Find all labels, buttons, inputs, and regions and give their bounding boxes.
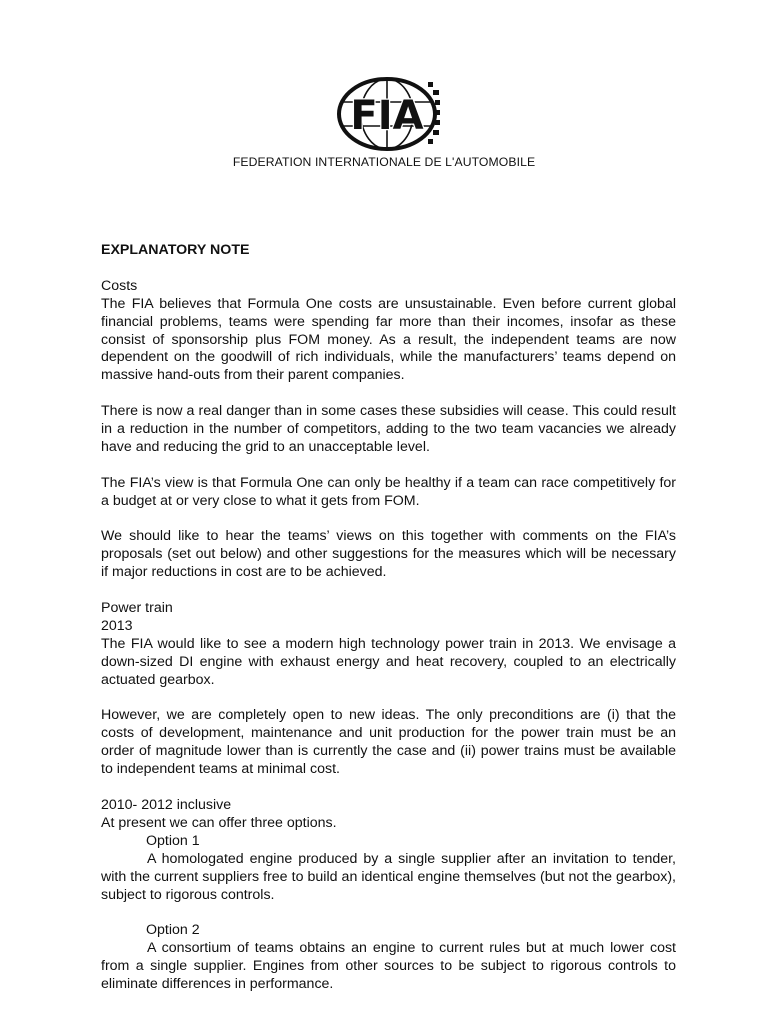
costs-paragraph-1: The FIA believes that Formula One costs are unsustainable. Even before current global financial problems, teams were spending far more than their incomes, insofar as these consist of sponsorship plus FOM money. As a result, the independent teams are now dependent on the goodwill of rich individuals, while the manufacturers’ teams depend on massive hand-outs from their parent companies.	[101, 295, 676, 384]
option-1-label: Option 1	[146, 832, 200, 849]
power-train-paragraph-1: The FIA would like to see a modern high technology power train in 2013. We envisage a down-sized DI engine with exhaust energy and heat recovery, coupled to an electrically actuated gearbox.	[101, 635, 676, 688]
document-title: EXPLANATORY NOTE	[101, 242, 250, 258]
fia-logo	[334, 76, 440, 152]
option-1-text: A homologated engine produced by a single supplier after an invitation to tender, with the current suppliers free to build an identical engine themselves (but not the gearbox), subject to rigorous controls.	[101, 850, 676, 903]
costs-paragraph-4: We should like to hear the teams’ views on this together with comments on the FIA’s proposals (set out below) and other suggestions for the measures which will be necessary if major reductions in cost are to be achieved.	[101, 528, 676, 581]
costs-paragraph-2: There is now a real danger than in some cases these subsidies will cease. This could result in a reduction in the number of competitors, adding to the two team vacancies we already have and reducing the grid to an unacceptable level.	[101, 403, 676, 455]
options-intro: At present we can offer three options.	[101, 814, 337, 831]
option-2-label: Option 2	[146, 922, 200, 939]
power-train-year-2013: 2013	[101, 617, 133, 634]
document-body	[101, 242, 676, 994]
fia-logo-text: FIA	[350, 93, 424, 139]
range-heading: 2010- 2012 inclusive	[101, 796, 232, 813]
organization-name: FEDERATION INTERNATIONALE DE L'AUTOMOBILE	[232, 155, 536, 169]
costs-heading: Costs	[101, 277, 138, 294]
option-2-text: A consortium of teams obtains an engine to current rules but at much lower cost from a single supplier. Engines from other sources to be subject to rigorous controls to eliminate differences in performance.	[101, 940, 676, 993]
costs-paragraph-3: The FIA’s view is that Formula One can only be healthy if a team can race competitively for a budget at or very close to what it gets from FOM.	[101, 474, 676, 509]
power-train-heading: Power train	[101, 600, 173, 617]
power-train-paragraph-2: However, we are completely open to new ideas. The only preconditions are (i) that the costs of development, maintenance and unit production for the power train must be an order of magnitude lower than is currently the case and (ii) power trains must be available to independent teams at minimal cost.	[101, 707, 676, 778]
